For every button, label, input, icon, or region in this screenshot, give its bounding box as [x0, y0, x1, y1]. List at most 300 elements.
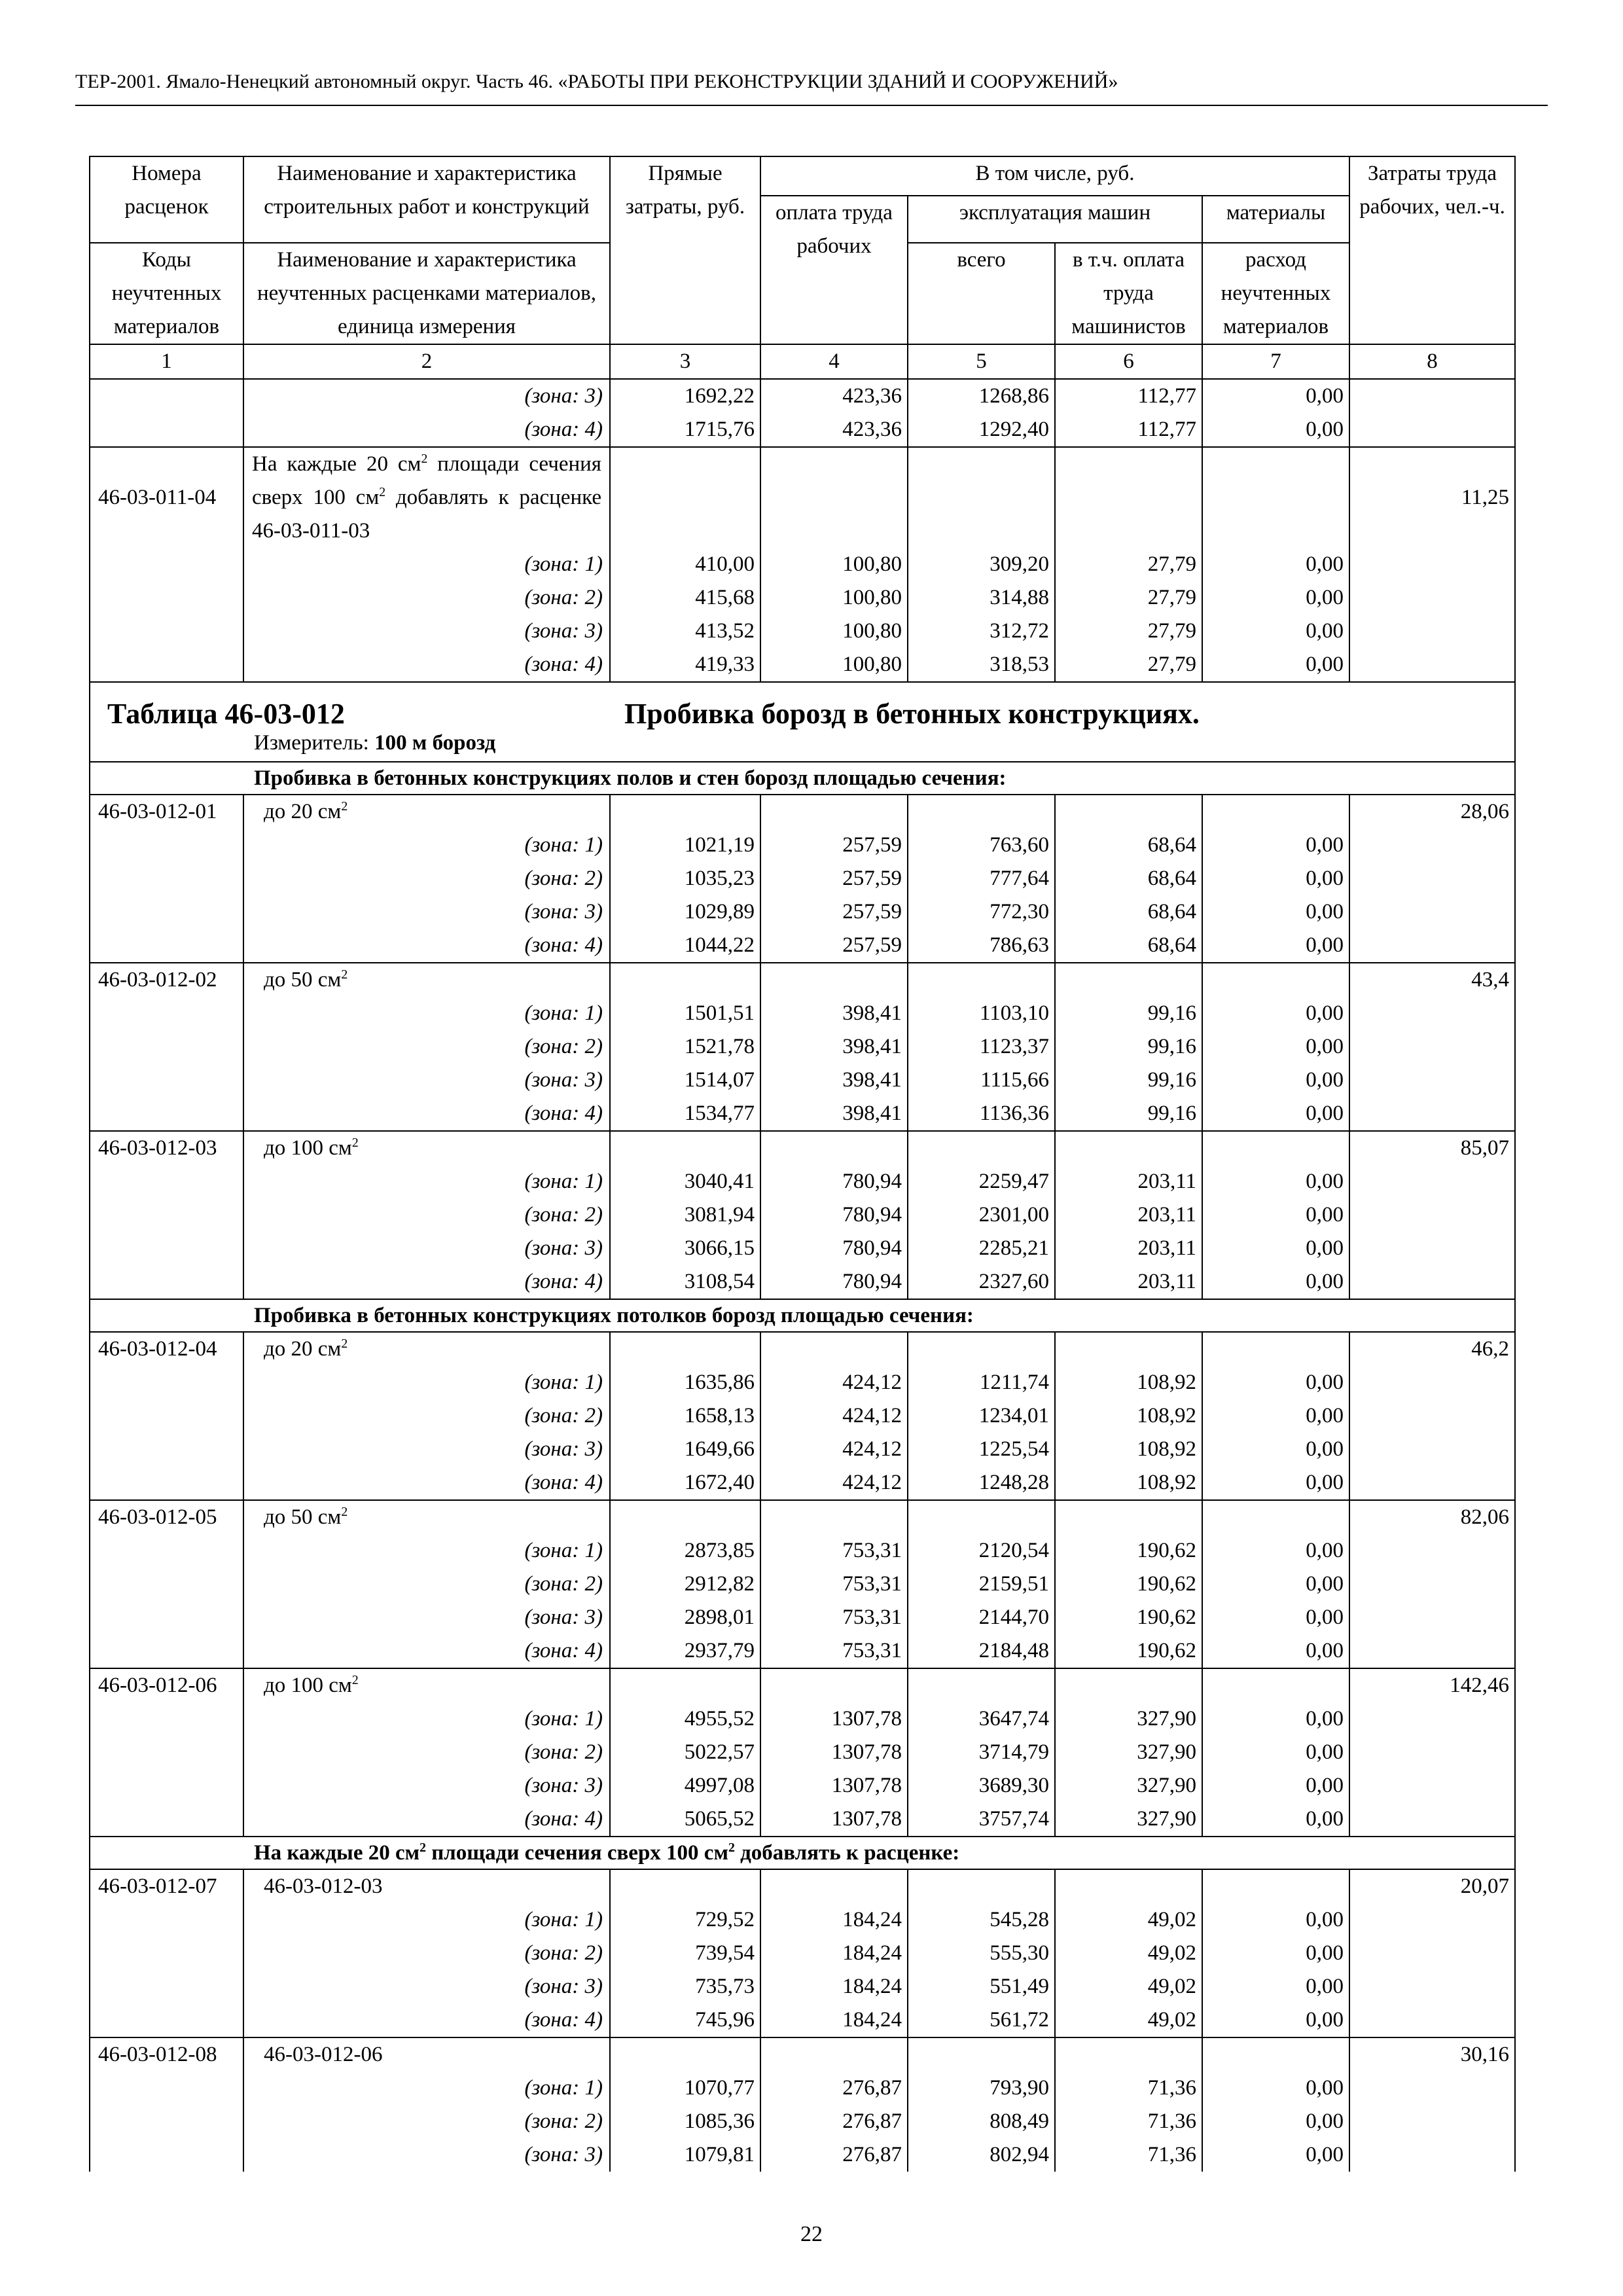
- head-machines: эксплуатация машин: [908, 196, 1202, 243]
- price-table: [89, 156, 1516, 2172]
- col-number: 8: [1349, 344, 1515, 379]
- labor-cost: 423,36: [760, 413, 908, 447]
- table-row: [90, 1903, 1515, 1937]
- materials-cost: 0,00: [1202, 1165, 1349, 1198]
- labor-cost: 424,12: [760, 1466, 908, 1500]
- item-description: [243, 1500, 610, 1534]
- direct-cost: 745,96: [610, 2003, 760, 2037]
- machine-cost: 1234,01: [908, 1399, 1055, 1433]
- table-row: [90, 413, 1515, 447]
- superscript: 2: [421, 452, 428, 466]
- code-cell: [90, 1803, 243, 1837]
- machinist-labor-cost: 108,92: [1055, 1366, 1202, 1399]
- machine-cost: 2301,00: [908, 1198, 1055, 1232]
- table-row: [90, 1466, 1515, 1500]
- labor-hours: 46,2: [1349, 1332, 1515, 1366]
- head-col2-top: Наименование и характеристика строительных работ и конструкций: [243, 156, 610, 243]
- empty-cell: [610, 963, 760, 997]
- labor-hours-cell: [1349, 929, 1515, 963]
- materials-cost: 0,00: [1202, 1030, 1349, 1064]
- code-cell: [90, 997, 243, 1030]
- labor-cost: 753,31: [760, 1601, 908, 1634]
- machine-cost: 808,49: [908, 2105, 1055, 2138]
- materials-cost: 0,00: [1202, 1736, 1349, 1769]
- labor-cost: 780,94: [760, 1265, 908, 1299]
- direct-cost: 739,54: [610, 1937, 760, 1970]
- labor-hours-cell: [1349, 1366, 1515, 1399]
- head-col3: Прямые затраты, руб.: [610, 156, 760, 344]
- item-code: 46-03-012-01: [90, 795, 243, 829]
- materials-cost: 0,00: [1202, 648, 1349, 682]
- item-description: [243, 1668, 610, 1702]
- empty-cell: [760, 1500, 908, 1534]
- item-description: [243, 795, 610, 829]
- empty-cell: [908, 795, 1055, 829]
- item-row: [90, 2037, 1515, 2072]
- item-code: 46-03-012-04: [90, 1332, 243, 1366]
- labor-hours: 11,25: [1349, 447, 1515, 548]
- section-header-row: [90, 1837, 1515, 1869]
- machinist-labor-cost: 99,16: [1055, 1097, 1202, 1131]
- col-number: 5: [908, 344, 1055, 379]
- section-header-row: [90, 1299, 1515, 1332]
- labor-hours-cell: [1349, 829, 1515, 862]
- direct-cost: 4997,08: [610, 1769, 760, 1803]
- machine-cost: 561,72: [908, 2003, 1055, 2037]
- machine-cost: 318,53: [908, 648, 1055, 682]
- materials-cost: 0,00: [1202, 1903, 1349, 1937]
- code-cell: [90, 2003, 243, 2037]
- table-row: [90, 1064, 1515, 1097]
- labor-hours-cell: [1349, 1064, 1515, 1097]
- empty-cell: [908, 1668, 1055, 1702]
- machine-cost: 1268,86: [908, 379, 1055, 413]
- labor-cost: 276,87: [760, 2105, 908, 2138]
- machine-cost: 3757,74: [908, 1803, 1055, 1837]
- materials-cost: 0,00: [1202, 1803, 1349, 1837]
- materials-cost: 0,00: [1202, 1601, 1349, 1634]
- machine-cost: 312,72: [908, 615, 1055, 648]
- labor-hours-cell: [1349, 581, 1515, 615]
- machine-cost: 777,64: [908, 862, 1055, 895]
- labor-hours-cell: [1349, 862, 1515, 895]
- head-col4: оплата труда рабочих: [760, 196, 908, 344]
- code-cell: [90, 1433, 243, 1466]
- section-title-text: Пробивка в бетонных конструкциях потолков борозд площадью сечения:: [254, 1304, 974, 1327]
- machinist-labor-cost: 327,90: [1055, 1769, 1202, 1803]
- machinist-labor-cost: 99,16: [1055, 1030, 1202, 1064]
- direct-cost: 3081,94: [610, 1198, 760, 1232]
- materials-cost: 0,00: [1202, 997, 1349, 1030]
- machinist-labor-cost: 71,36: [1055, 2138, 1202, 2172]
- direct-cost: 5022,57: [610, 1736, 760, 1769]
- empty-cell: [760, 447, 908, 548]
- direct-cost: 1044,22: [610, 929, 760, 963]
- machinist-labor-cost: 327,90: [1055, 1702, 1202, 1736]
- empty-cell: [1202, 1500, 1349, 1534]
- desc-text: до 100 см: [264, 1136, 352, 1160]
- labor-cost: 753,31: [760, 1534, 908, 1568]
- table-title-cell: [90, 682, 1515, 762]
- empty-cell: [1202, 1668, 1349, 1702]
- zone-label: (зона: 1): [243, 1366, 610, 1399]
- code-cell: [90, 1165, 243, 1198]
- materials-cost: 0,00: [1202, 862, 1349, 895]
- zone-label: (зона: 4): [243, 1097, 610, 1131]
- head-in-that: В том числе, руб.: [760, 156, 1349, 196]
- materials-cost: 0,00: [1202, 379, 1349, 413]
- code-cell: [90, 1736, 243, 1769]
- labor-hours: 20,07: [1349, 1869, 1515, 1903]
- machinist-labor-cost: 190,62: [1055, 1634, 1202, 1668]
- zone-label: (зона: 4): [243, 1466, 610, 1500]
- machinist-labor-cost: 190,62: [1055, 1601, 1202, 1634]
- zone-label: (зона: 1): [243, 548, 610, 581]
- machine-cost: 2285,21: [908, 1232, 1055, 1265]
- section-header-row: [90, 762, 1515, 795]
- machine-cost: 763,60: [908, 829, 1055, 862]
- item-code: 46-03-011-04: [90, 447, 243, 548]
- labor-hours: 28,06: [1349, 795, 1515, 829]
- labor-cost: 1307,78: [760, 1702, 908, 1736]
- labor-cost: 780,94: [760, 1165, 908, 1198]
- materials-cost: 0,00: [1202, 1433, 1349, 1466]
- zone-label: (зона: 3): [243, 379, 610, 413]
- code-cell: [90, 615, 243, 648]
- direct-cost: 1029,89: [610, 895, 760, 929]
- empty-cell: [1202, 1131, 1349, 1165]
- table-row: [90, 1601, 1515, 1634]
- empty-cell: [908, 2037, 1055, 2072]
- head-materials: материалы: [1202, 196, 1349, 243]
- direct-cost: 4955,52: [610, 1702, 760, 1736]
- labor-cost: 257,59: [760, 862, 908, 895]
- empty-cell: [1055, 963, 1202, 997]
- col-number: 3: [610, 344, 760, 379]
- labor-hours-cell: [1349, 379, 1515, 413]
- table-title: [107, 697, 1507, 730]
- materials-cost: 0,00: [1202, 829, 1349, 862]
- code-cell: [90, 1097, 243, 1131]
- empty-cell: [1055, 1131, 1202, 1165]
- zone-label: (зона: 2): [243, 1198, 610, 1232]
- zone-label: (зона: 1): [243, 997, 610, 1030]
- labor-cost: 753,31: [760, 1634, 908, 1668]
- item-row: [90, 1332, 1515, 1366]
- table-meter: [107, 731, 1507, 755]
- section-title-text: Пробивка в бетонных конструкциях полов и стен борозд площадью сечения:: [254, 766, 1007, 790]
- col-number: 1: [90, 344, 243, 379]
- machinist-labor-cost: 112,77: [1055, 413, 1202, 447]
- machine-cost: 309,20: [908, 548, 1055, 581]
- machine-cost: 551,49: [908, 1970, 1055, 2003]
- direct-cost: 419,33: [610, 648, 760, 682]
- empty-cell: [1055, 1869, 1202, 1903]
- zone-label: (зона: 2): [243, 1568, 610, 1601]
- table-row: [90, 1702, 1515, 1736]
- labor-hours-cell: [1349, 1634, 1515, 1668]
- item-description: [243, 1131, 610, 1165]
- table-row: [90, 862, 1515, 895]
- labor-cost: 398,41: [760, 1097, 908, 1131]
- zone-label: (зона: 3): [243, 1970, 610, 2003]
- machinist-labor-cost: 203,11: [1055, 1265, 1202, 1299]
- labor-hours-cell: [1349, 997, 1515, 1030]
- materials-cost: 0,00: [1202, 1232, 1349, 1265]
- labor-cost: 1307,78: [760, 1769, 908, 1803]
- labor-cost: 424,12: [760, 1433, 908, 1466]
- empty-cell: [760, 1869, 908, 1903]
- direct-cost: 1521,78: [610, 1030, 760, 1064]
- code-cell: [90, 1634, 243, 1668]
- zone-label: (зона: 3): [243, 1601, 610, 1634]
- machinist-labor-cost: 108,92: [1055, 1399, 1202, 1433]
- code-cell: [90, 829, 243, 862]
- machinist-labor-cost: 327,90: [1055, 1736, 1202, 1769]
- code-cell: [90, 1769, 243, 1803]
- item-row: [90, 1668, 1515, 1702]
- code-cell: [90, 1232, 243, 1265]
- empty-cell: [1202, 2037, 1349, 2072]
- direct-cost: 2912,82: [610, 1568, 760, 1601]
- zone-label: (зона: 4): [243, 1634, 610, 1668]
- machine-cost: 1103,10: [908, 997, 1055, 1030]
- item-description: [243, 1869, 610, 1903]
- empty-cell: [1055, 2037, 1202, 2072]
- materials-cost: 0,00: [1202, 1097, 1349, 1131]
- page-header: ТЕР-2001. Ямало-Ненецкий автономный округ. Часть 46. «РАБОТЫ ПРИ РЕКОНСТРУКЦИИ ЗДАНИЙ И СООРУЖЕНИЙ»: [75, 71, 1118, 92]
- labor-hours-cell: [1349, 548, 1515, 581]
- machine-cost: 3647,74: [908, 1702, 1055, 1736]
- table-row: [90, 895, 1515, 929]
- table-row: [90, 2072, 1515, 2105]
- materials-cost: 0,00: [1202, 1064, 1349, 1097]
- machinist-labor-cost: 203,11: [1055, 1165, 1202, 1198]
- labor-hours-cell: [1349, 2072, 1515, 2105]
- meter-value: 100 м борозд: [374, 731, 496, 755]
- machinist-labor-cost: 68,64: [1055, 929, 1202, 963]
- machine-cost: 3689,30: [908, 1769, 1055, 1803]
- materials-cost: 0,00: [1202, 1265, 1349, 1299]
- section-title: [90, 1299, 1515, 1332]
- labor-hours-cell: [1349, 1399, 1515, 1433]
- labor-cost: 398,41: [760, 997, 908, 1030]
- table-row: [90, 1534, 1515, 1568]
- item-code: 46-03-012-06: [90, 1668, 243, 1702]
- superscript: 2: [341, 1336, 348, 1351]
- code-cell: [90, 2138, 243, 2172]
- direct-cost: 1534,77: [610, 1097, 760, 1131]
- code-cell: [90, 1534, 243, 1568]
- desc-text: до 100 см: [264, 1674, 352, 1697]
- direct-cost: 1649,66: [610, 1433, 760, 1466]
- direct-cost: 1085,36: [610, 2105, 760, 2138]
- empty-cell: [908, 1500, 1055, 1534]
- materials-cost: 0,00: [1202, 581, 1349, 615]
- zone-label: (зона: 1): [243, 829, 610, 862]
- code-cell: [90, 1702, 243, 1736]
- direct-cost: 1715,76: [610, 413, 760, 447]
- superscript: 2: [341, 799, 348, 814]
- machine-cost: 1115,66: [908, 1064, 1055, 1097]
- zone-label: (зона: 1): [243, 2072, 610, 2105]
- machine-cost: 1136,36: [908, 1097, 1055, 1131]
- machinist-labor-cost: 108,92: [1055, 1433, 1202, 1466]
- machinist-labor-cost: 27,79: [1055, 548, 1202, 581]
- materials-cost: 0,00: [1202, 615, 1349, 648]
- head-col6: в т.ч. оплата труда машинистов: [1055, 243, 1202, 344]
- machinist-labor-cost: 49,02: [1055, 2003, 1202, 2037]
- labor-cost: 184,24: [760, 1937, 908, 1970]
- machine-cost: 2327,60: [908, 1265, 1055, 1299]
- machinist-labor-cost: 49,02: [1055, 1970, 1202, 2003]
- desc-text: На каждые 20 см: [252, 452, 421, 476]
- direct-cost: 1079,81: [610, 2138, 760, 2172]
- zone-label: (зона: 2): [243, 581, 610, 615]
- materials-cost: 0,00: [1202, 2105, 1349, 2138]
- labor-cost: 398,41: [760, 1064, 908, 1097]
- zone-label: (зона: 4): [243, 1265, 610, 1299]
- code-cell: [90, 929, 243, 963]
- direct-cost: 1070,77: [610, 2072, 760, 2105]
- labor-cost: 100,80: [760, 581, 908, 615]
- table-row: [90, 1937, 1515, 1970]
- zone-label: (зона: 3): [243, 895, 610, 929]
- desc-text: 46-03-012-06: [264, 2043, 383, 2066]
- superscript: 2: [351, 1136, 359, 1150]
- direct-cost: 1514,07: [610, 1064, 760, 1097]
- table-row: [90, 1634, 1515, 1668]
- labor-cost: 100,80: [760, 548, 908, 581]
- labor-hours-cell: [1349, 2105, 1515, 2138]
- labor-hours-cell: [1349, 1097, 1515, 1131]
- labor-hours-cell: [1349, 1601, 1515, 1634]
- superscript: 2: [419, 1840, 426, 1855]
- empty-cell: [1202, 963, 1349, 997]
- table-row: [90, 1097, 1515, 1131]
- table-row: [90, 2105, 1515, 2138]
- zone-label: (зона: 2): [243, 2105, 610, 2138]
- col-number: 7: [1202, 344, 1349, 379]
- machine-cost: 2184,48: [908, 1634, 1055, 1668]
- labor-hours-cell: [1349, 1903, 1515, 1937]
- direct-cost: 735,73: [610, 1970, 760, 2003]
- table-row: [90, 1970, 1515, 2003]
- zone-label: (зона: 1): [243, 1534, 610, 1568]
- labor-hours-cell: [1349, 1803, 1515, 1837]
- code-cell: [90, 1937, 243, 1970]
- code-cell: [90, 648, 243, 682]
- table-row: [90, 1232, 1515, 1265]
- direct-cost: 2873,85: [610, 1534, 760, 1568]
- labor-hours-cell: [1349, 1198, 1515, 1232]
- machine-cost: 1123,37: [908, 1030, 1055, 1064]
- superscript: 2: [351, 1673, 359, 1687]
- empty-cell: [610, 1332, 760, 1366]
- meter-label: Измеритель:: [254, 731, 375, 755]
- item-description: [243, 2037, 610, 2072]
- direct-cost: 410,00: [610, 548, 760, 581]
- materials-cost: 0,00: [1202, 1399, 1349, 1433]
- empty-cell: [908, 447, 1055, 548]
- code-cell: [90, 1265, 243, 1299]
- labor-hours-cell: [1349, 1937, 1515, 1970]
- labor-cost: 780,94: [760, 1232, 908, 1265]
- zone-label: (зона: 2): [243, 1937, 610, 1970]
- machine-cost: 2144,70: [908, 1601, 1055, 1634]
- machinist-labor-cost: 190,62: [1055, 1534, 1202, 1568]
- labor-hours-cell: [1349, 1970, 1515, 2003]
- direct-cost: 729,52: [610, 1903, 760, 1937]
- materials-cost: 0,00: [1202, 929, 1349, 963]
- table-row: [90, 1803, 1515, 1837]
- direct-cost: 3108,54: [610, 1265, 760, 1299]
- item-code: 46-03-012-08: [90, 2037, 243, 2072]
- empty-cell: [1055, 1332, 1202, 1366]
- zone-label: (зона: 4): [243, 648, 610, 682]
- header-rule: [75, 105, 1548, 106]
- labor-cost: 753,31: [760, 1568, 908, 1601]
- labor-cost: 100,80: [760, 615, 908, 648]
- code-cell: [90, 862, 243, 895]
- direct-cost: 1658,13: [610, 1399, 760, 1433]
- machinist-labor-cost: 71,36: [1055, 2105, 1202, 2138]
- zone-label: (зона: 3): [243, 1769, 610, 1803]
- machinist-labor-cost: 99,16: [1055, 1064, 1202, 1097]
- labor-hours-cell: [1349, 1736, 1515, 1769]
- empty-cell: [610, 447, 760, 548]
- materials-cost: 0,00: [1202, 1702, 1349, 1736]
- machine-cost: 2120,54: [908, 1534, 1055, 1568]
- direct-cost: 1501,51: [610, 997, 760, 1030]
- materials-cost: 0,00: [1202, 1198, 1349, 1232]
- labor-cost: 257,59: [760, 895, 908, 929]
- materials-cost: 0,00: [1202, 1937, 1349, 1970]
- direct-cost: 1035,23: [610, 862, 760, 895]
- empty-cell: [1055, 1668, 1202, 1702]
- empty-cell: [760, 2037, 908, 2072]
- table-row: [90, 1030, 1515, 1064]
- direct-cost: 1692,22: [610, 379, 760, 413]
- materials-cost: 0,00: [1202, 1366, 1349, 1399]
- item-code: 46-03-012-02: [90, 963, 243, 997]
- zone-label: (зона: 1): [243, 1903, 610, 1937]
- empty-cell: [610, 1869, 760, 1903]
- item-row: [90, 963, 1515, 997]
- code-cell: [90, 379, 243, 413]
- code-cell: [90, 1064, 243, 1097]
- empty-cell: [1202, 447, 1349, 548]
- labor-cost: 423,36: [760, 379, 908, 413]
- materials-cost: 0,00: [1202, 1534, 1349, 1568]
- direct-cost: 2898,01: [610, 1601, 760, 1634]
- section-title-text: добавлять к расценке:: [734, 1841, 960, 1865]
- machinist-labor-cost: 68,64: [1055, 862, 1202, 895]
- code-cell: [90, 1366, 243, 1399]
- direct-cost: 2937,79: [610, 1634, 760, 1668]
- machinist-labor-cost: 108,92: [1055, 1466, 1202, 1500]
- empty-cell: [1055, 1500, 1202, 1534]
- code-cell: [90, 1568, 243, 1601]
- labor-hours-cell: [1349, 1165, 1515, 1198]
- empty-cell: [908, 963, 1055, 997]
- code-cell: [90, 1903, 243, 1937]
- labor-hours-cell: [1349, 895, 1515, 929]
- col-number: 6: [1055, 344, 1202, 379]
- materials-cost: 0,00: [1202, 548, 1349, 581]
- table-row: [90, 1198, 1515, 1232]
- materials-cost: 0,00: [1202, 1970, 1349, 2003]
